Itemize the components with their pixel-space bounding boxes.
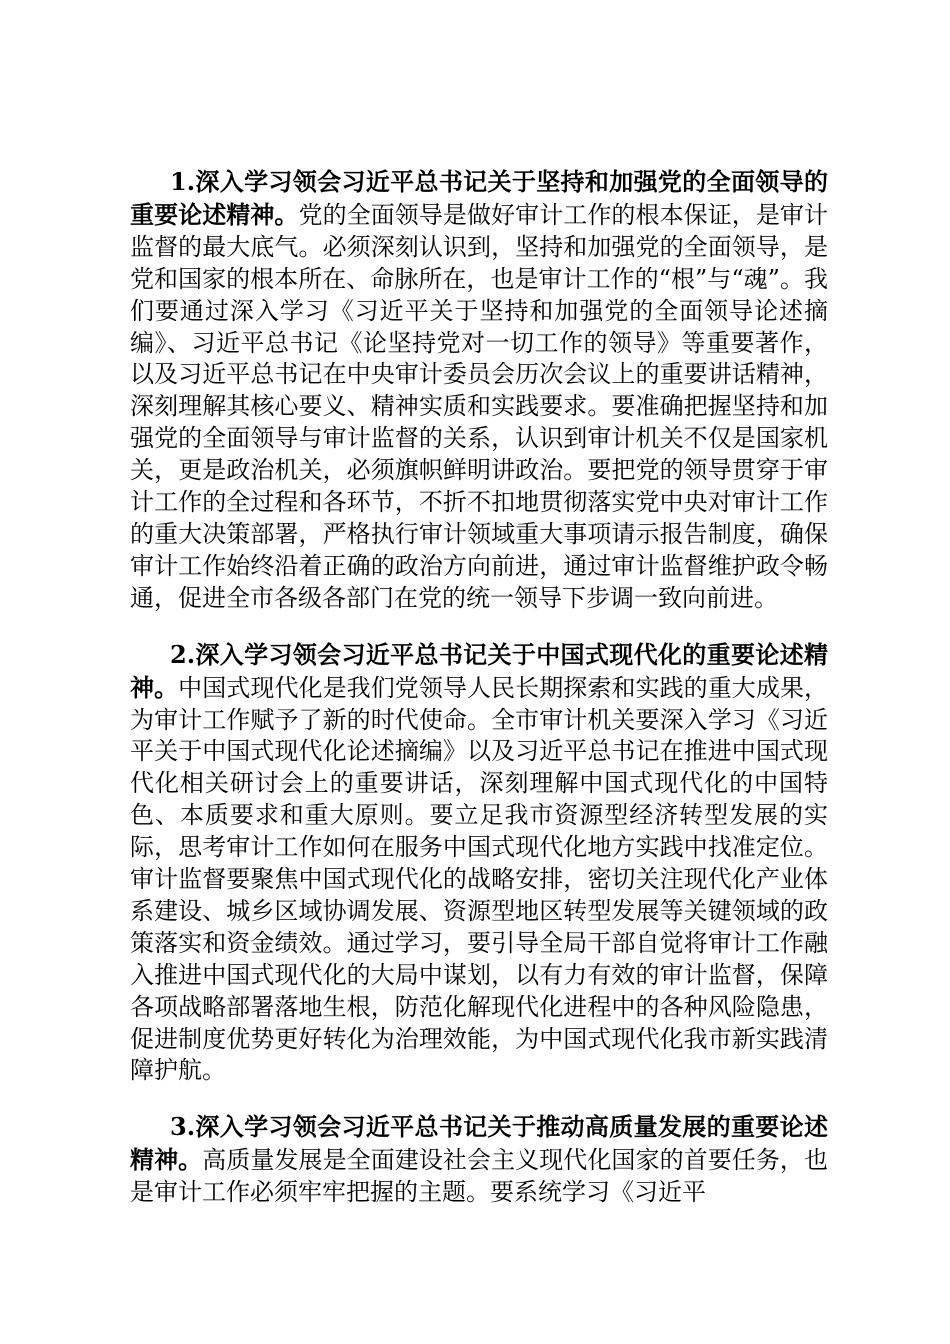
paragraph-3-text: 高质量发展是全面建设社会主义现代化国家的首要任务，也是审计工作必须牢牢把握的主题。要系统学习《习近平 — [130, 1146, 829, 1207]
paragraph-1-heading: 1.深入学习领会习近平总书记关于坚持和加强党的全面领导的重要论述精神。 — [130, 167, 828, 229]
paragraph-2 — [130, 639, 828, 1088]
paragraph-1 — [130, 166, 828, 615]
paragraph-2-text: 中国式现代化是我们党领导人民长期探索和实践的重大成果，为审计工作赋予了新的时代使命。全市审计机关要深入学习《习近平关于中国式现代化论述摘编》以及习近平总书记在推进中国式现代化相关研讨会上的重要讲话，深刻理解中国式现代化的中国特色、本质要求和重大原则。要立足我市资源型经济转型发展的实际，思考审计工作如何在服务中国式现代化地方实践中找准定位。审计监督要聚焦中国式现代化的战略安排，密切关注现代化产业体系建设、城乡区域协调发展、资源型地区转型发展等关键领域的政策落实和资金绩效。通过学习，要引导全局干部自觉将审计工作融入推进中国式现代化的大局中谋划，以有力有效的审计监督，保障各项战略部署落地生根，防范化解现代化进程中的各种风险隐患，促进制度优势更好转化为治理效能，为中国式现代化我市新实践清障护航。 — [130, 673, 829, 1085]
paragraph-1-text: 党的全面领导是做好审计工作的根本保证，是审计监督的最大底气。必须深刻认识到，坚持和加强党的全面领导，是党和国家的根本所在、命脉所在，也是审计工作的“根”与“魂”。我们要通过深入学习《习近平关于坚持和加强党的全面领导论述摘编》、习近平总书记《论坚持党对一切工作的领导》等重要著作，以及习近平总书记在中央审计委员会历次会议上的重要讲话精神，深刻理解其核心要义、精神实质和实践要求。要准确把握坚持和加强党的全面领导与审计监督的关系，认识到审计机关不仅是国家机关，更是政治机关，必须旗帜鲜明讲政治。要把党的领导贯穿于审计工作的全过程和各环节，不折不扣地贯彻落实党中央对审计工作的重大决策部署，严格执行审计领域重大事项请示报告制度，确保审计工作始终沿着正确的政治方向前进，通过审计监督维护政令畅通，促进全市各级各部门在党的统一领导下步调一致向前进。 — [130, 200, 828, 612]
paragraph-2-heading: 2.深入学习领会习近平总书记关于中国式现代化的重要论述精神。 — [130, 639, 828, 702]
paragraph-3-heading: 3.深入学习领会习近平总书记关于推动高质量发展的重要论述精神。 — [130, 1112, 828, 1175]
paragraph-3 — [130, 1111, 828, 1209]
document-body — [130, 166, 828, 1233]
